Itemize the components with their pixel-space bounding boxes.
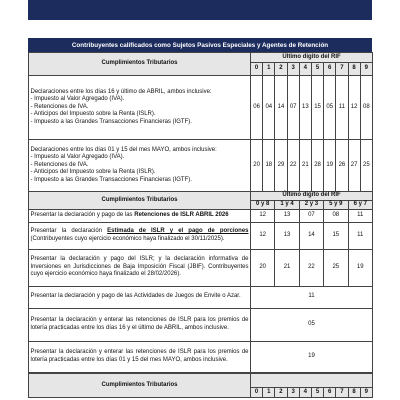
digit-header: 6 bbox=[324, 388, 336, 398]
obligation-item: - Anticipos del Impuesto sobre la Renta (ISLR). bbox=[30, 169, 156, 176]
digit-header: 3 bbox=[287, 388, 299, 398]
digit-header: 7 bbox=[336, 63, 348, 76]
digit-group-header: 5 y 9 bbox=[324, 200, 348, 209]
due-day: 07 bbox=[299, 209, 323, 222]
digit-header: 2 bbox=[275, 63, 287, 76]
obligation-text: Presentar la declaración y pago de las bbox=[30, 211, 135, 218]
top-banner bbox=[28, 0, 372, 20]
due-day: 22 bbox=[287, 140, 299, 192]
digit-header: 9 bbox=[360, 63, 372, 76]
due-day: 12 bbox=[348, 76, 360, 140]
due-day: 22 bbox=[299, 249, 323, 286]
digit-header: 5 bbox=[311, 388, 323, 398]
digit-group-header: 2 y 3 bbox=[299, 200, 323, 209]
due-day: 21 bbox=[275, 249, 299, 286]
obligation-cell bbox=[29, 140, 251, 192]
due-day: 14 bbox=[299, 222, 323, 249]
due-day: 20 bbox=[251, 140, 263, 192]
due-day: 06 bbox=[251, 76, 263, 140]
digit-group-header: 6 y 7 bbox=[348, 200, 373, 209]
due-day: 13 bbox=[275, 222, 299, 249]
obligation-emphasis: Estimada de ISLR y el pago de porciones bbox=[107, 228, 249, 234]
obligation-cell: Presentar la declaración y pago de las Actividades de Juegos de Envite o Azar. bbox=[29, 286, 251, 308]
due-day: 19 bbox=[348, 249, 373, 286]
rif-header: Último dígito del RIF bbox=[251, 53, 373, 63]
obligation-item: - Retenciones de IVA. bbox=[30, 161, 89, 168]
obligation-text: Presentar la declaración bbox=[30, 228, 108, 234]
rif-header-blank bbox=[251, 374, 373, 388]
due-day: 07 bbox=[287, 76, 299, 140]
obligation-intro: Declaraciones entre los días 01 y 15 del mes MAYO, ambos inclusive: bbox=[30, 146, 217, 153]
digit-header: 8 bbox=[348, 63, 360, 76]
due-day: 08 bbox=[324, 209, 348, 222]
due-day: 29 bbox=[275, 140, 287, 192]
due-day: 11 bbox=[336, 76, 348, 140]
digit-header: 1 bbox=[263, 63, 275, 76]
section-title: Contribuyentes calificados como Sujetos Pasivos Especiales y Agentes de Retención bbox=[28, 38, 372, 52]
due-day: 08 bbox=[360, 76, 372, 140]
digit-header: 9 bbox=[360, 388, 372, 398]
due-day: 15 bbox=[311, 76, 323, 140]
digit-header: 3 bbox=[287, 63, 299, 76]
due-day: 28 bbox=[311, 140, 323, 192]
due-day: 13 bbox=[299, 76, 311, 140]
due-day: 27 bbox=[348, 140, 360, 192]
obligation-item: - Impuesto a las Grandes Transacciones Financieras (IGTF). bbox=[30, 176, 192, 183]
digit-group-header: 0 y 8 bbox=[251, 200, 275, 209]
digit-header: 6 bbox=[324, 63, 336, 76]
due-day: 11 bbox=[251, 286, 373, 308]
calendar-table bbox=[28, 52, 373, 373]
obligation-item: - Impuesto al Valor Agregado (IVA). bbox=[30, 154, 125, 161]
due-day: 12 bbox=[251, 209, 275, 222]
due-day: 11 bbox=[348, 222, 373, 249]
digit-header: 8 bbox=[348, 388, 360, 398]
due-day: 05 bbox=[251, 308, 373, 341]
obligation-cell: Presentar la declaración y pago del ISLR; y la declaración informativa de Inversiones en Jurisdicciones de Baja Imposición Fiscal (JBIF). Contribuyentes cuyo ejercicio económico haya finalizado el 28/02/2026). bbox=[29, 249, 251, 286]
calendar-table-next bbox=[28, 373, 373, 398]
obligation-intro: Declaraciones entre los días 16 y último de ABRIL, ambos inclusive: bbox=[30, 88, 212, 95]
due-day: 15 bbox=[324, 222, 348, 249]
rif-header: Último dígito del RIF bbox=[251, 192, 373, 201]
digit-header: 1 bbox=[263, 388, 275, 398]
due-day: 20 bbox=[251, 249, 275, 286]
obligation-cell bbox=[29, 209, 251, 222]
obligation-item: - Retenciones de IVA. bbox=[30, 103, 89, 110]
col-header-compliance: Cumplimientos Tributarios bbox=[29, 192, 251, 210]
obligation-emphasis: Retenciones de ISLR ABRIL 2026 bbox=[134, 211, 229, 218]
obligation-item: - Anticipos del Impuesto sobre la Renta (ISLR). bbox=[30, 111, 156, 118]
obligation-cell bbox=[29, 222, 251, 249]
due-day: 19 bbox=[251, 341, 373, 372]
digit-header: 4 bbox=[299, 388, 311, 398]
due-day: 19 bbox=[324, 140, 336, 192]
due-day: 21 bbox=[299, 140, 311, 192]
due-day: 25 bbox=[360, 140, 372, 192]
col-header-compliance: Cumplimientos Tributarios bbox=[29, 374, 251, 398]
due-day: 05 bbox=[324, 76, 336, 140]
col-header-compliance: Cumplimientos Tributarios bbox=[29, 53, 251, 76]
due-day: 18 bbox=[263, 140, 275, 192]
obligation-cell bbox=[29, 76, 251, 140]
due-day: 13 bbox=[275, 209, 299, 222]
digit-header: 0 bbox=[251, 388, 263, 398]
digit-header: 0 bbox=[251, 63, 263, 76]
due-day: 04 bbox=[263, 76, 275, 140]
obligation-item: - Impuesto a las Grandes Transacciones Financieras (IGTF). bbox=[30, 118, 192, 125]
digit-header: 2 bbox=[275, 388, 287, 398]
digit-header: 7 bbox=[336, 388, 348, 398]
due-day: 14 bbox=[275, 76, 287, 140]
obligation-text: (Contribuyentes cuyo ejercicio económico haya finalizado el 30/11/2025). bbox=[30, 235, 225, 242]
due-day: 26 bbox=[336, 140, 348, 192]
due-day: 25 bbox=[324, 249, 348, 286]
digit-group-header: 1 y 4 bbox=[275, 200, 299, 209]
obligation-item: - Impuesto al Valor Agregado (IVA). bbox=[30, 96, 125, 103]
due-day: 11 bbox=[348, 209, 373, 222]
obligation-cell: Presentar la declaración y enterar las retenciones de ISLR para los premios de lotería practicadas entre los días 16 y el último de ABRIL, ambos inclusive. bbox=[29, 308, 251, 341]
digit-header: 4 bbox=[299, 63, 311, 76]
digit-header: 5 bbox=[311, 63, 323, 76]
due-day: 12 bbox=[251, 222, 275, 249]
obligation-cell: Presentar la declaración y enterar las retenciones de ISLR para los premios de lotería practicadas entre los días 01 y 15 del mes MAYO, ambos inclusive. bbox=[29, 341, 251, 372]
